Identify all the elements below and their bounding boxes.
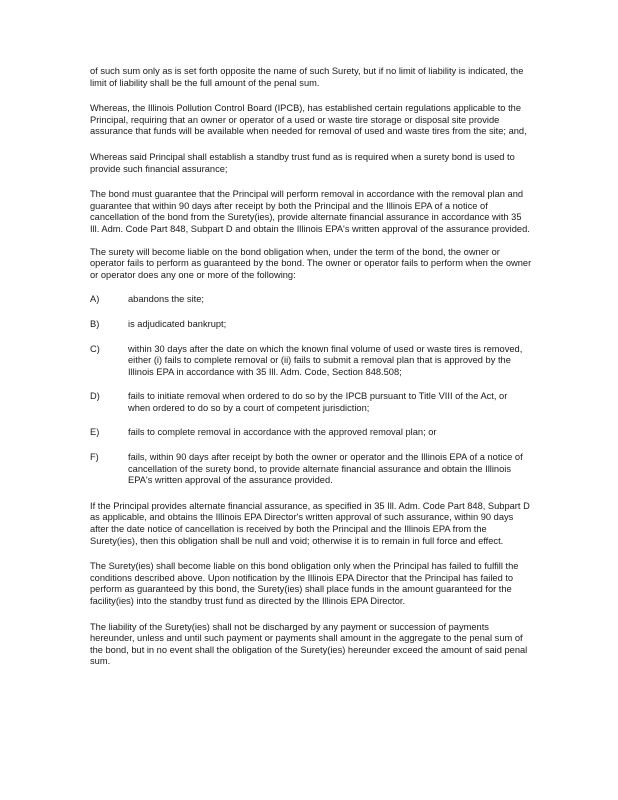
list-item-text: fails to complete removal in accordance with the approved removal plan; or <box>128 427 437 438</box>
list-item-text: within 30 days after the date on which the known final volume of used or waste tires is removed, either (i) fails to complete removal or (ii) fails to submit a removal plan that is approved by the Illinois EPA in accordance with 35 Ill. Adm. Code, Section 848.508; <box>128 343 523 377</box>
paragraph-surety-liable: The surety will become liable on the bond obligation when, under the term of the bond, the owner or operator fails to perform as guaranteed by the bond. The owner or operator fails to perform when the owner or operator does any one or more of the following: <box>90 246 532 280</box>
paragraph-surety-limit: of such sum only as is set forth opposite the name of such Surety, but if no limit of liability is indicated, the limit of liability shall be the full amount of the penal sum. <box>90 66 524 88</box>
list-item-letter: A) <box>90 294 100 305</box>
paragraph-whereas-ipcb: Whereas, the Illinois Pollution Control Board (IPCB), has established certain regulations applicable to the Principal, requiring that an owner or operator of a used or waste tire storage or disposal site provide assurance that funds will be available when needed for removal of used and waste tires from the site; and, <box>90 103 527 137</box>
paragraph-liability-discharge: The liability of the Surety(ies) shall not be discharged by any payment or succession of payments hereunder, unless and until such payment or payments shall amount in the aggregate to the penal sum of the bond, but in no event shall the obligation of the Surety(ies) hereunder exceed the amount of said penal sum. <box>90 621 528 667</box>
list-item <box>90 391 532 414</box>
paragraph-alternate-assurance: If the Principal provides alternate financial assurance, as specified in 35 Ill. Adm. Code Part 848, Subpart D as applicable, and obtains the Illinois EPA Director's written approval of such assurance, within 90 days after the date notice of cancellation is received by both the Principal and the Illinois EPA from the Surety(ies), then this obligation shall be null and void; otherwise it is to remain in full force and effect. <box>90 500 530 546</box>
list-item-text: abandons the site; <box>128 294 204 305</box>
paragraph-bond-guarantee: The bond must guarantee that the Principal will perform removal in accordance with the removal plan and guarantee that within 90 days after receipt by both the Principal and the Illinois EPA of a notice of cancellation of the bond from the Surety(ies), provide alternate financial assurance in accordance with 35 Ill. Adm. Code Part 848, Subpart D and obtain the Illinois EPA's written approval of the assurance provided. <box>90 189 530 234</box>
list-item <box>90 344 532 379</box>
list-item <box>90 427 532 439</box>
list-item-letter: B) <box>90 318 100 329</box>
list-item <box>90 452 532 487</box>
list-item-letter: C) <box>90 343 100 354</box>
list-item-letter: E) <box>90 427 100 438</box>
paragraph-whereas-trust: Whereas said Principal shall establish a standby trust fund as is required when a surety bond is used to provide such financial assurance; <box>90 151 515 174</box>
list-item <box>90 319 532 331</box>
list-item-text: fails, within 90 days after receipt by both the owner or operator and the Illinois EPA of a notice of cancellation of the surety bond, to provide alternate financial assurance and obtain the Illinois EPA's written approval of the assurance provided. <box>128 452 523 486</box>
list-item-text: is adjudicated bankrupt; <box>128 318 227 329</box>
list-item-letter: F) <box>90 452 99 463</box>
list-item-letter: D) <box>90 391 100 402</box>
paragraph-surety-obligation: The Surety(ies) shall become liable on this bond obligation only when the Principal has failed to fulfill the conditions described above. Upon notification by the Illinois EPA Director that the Principal has failed to perform as guaranteed by this bond, the Surety(ies) shall place funds in the amount guaranteed for the facility(ies) into the standby trust fund as directed by the Illinois EPA Director. <box>90 561 519 606</box>
list-item-text: fails to initiate removal when ordered to do so by the IPCB pursuant to Title VIII of the Act, or when ordered to do so by a court of competent jurisdiction; <box>128 391 508 413</box>
list-item <box>90 294 532 306</box>
failure-conditions-list <box>90 294 532 487</box>
